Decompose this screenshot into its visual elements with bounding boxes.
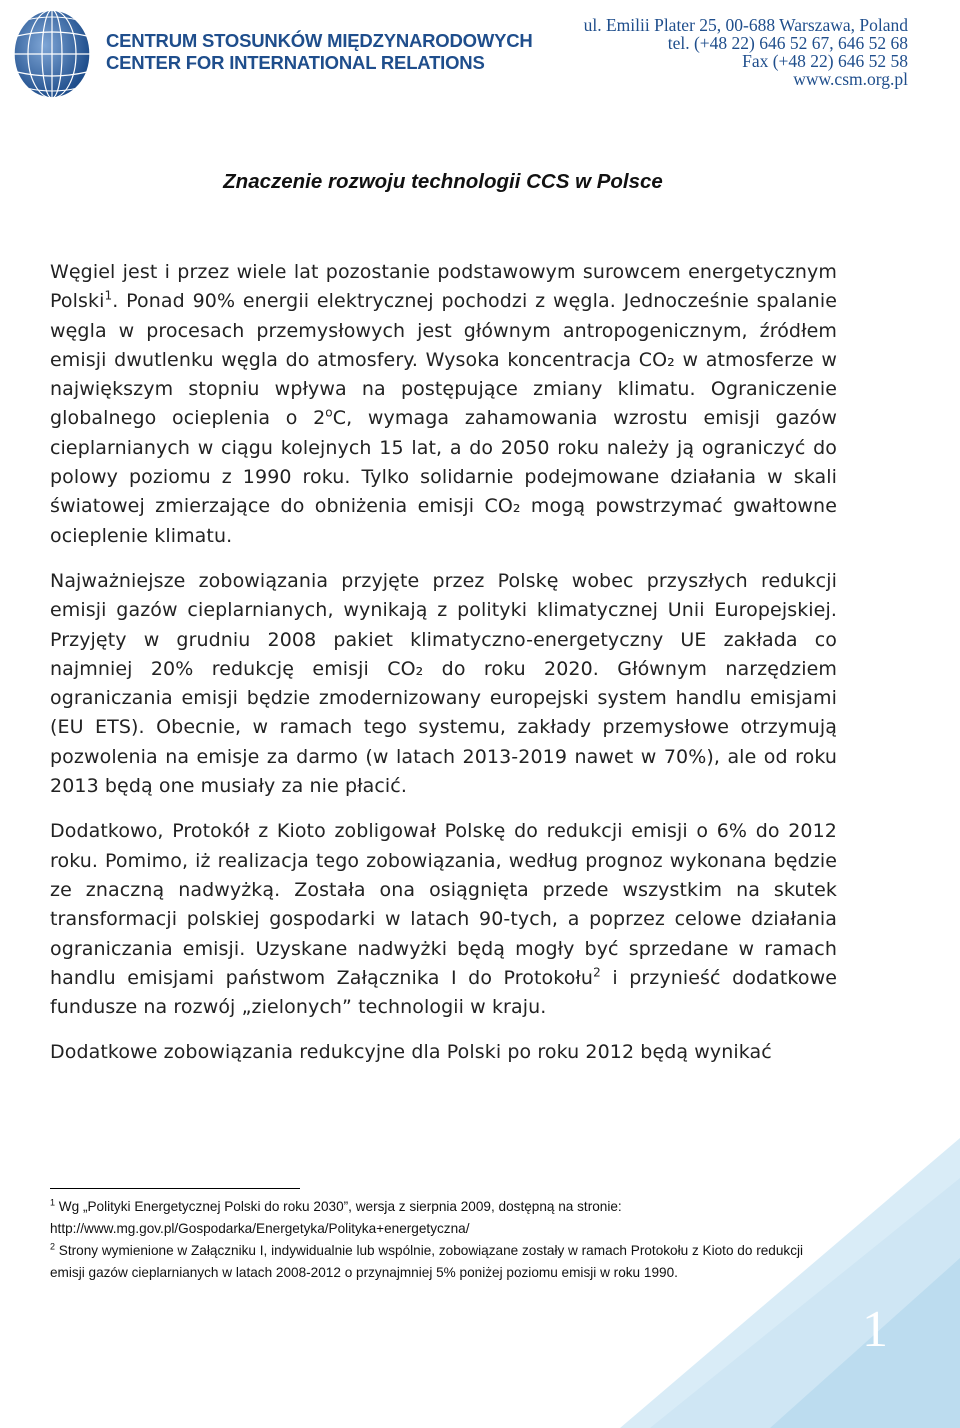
phone-line: tel. (+48 22) 646 52 67, 646 52 68 bbox=[667, 33, 908, 53]
paragraph-1-part-b: . Ponad 90% energii elektrycznej pochodzi z węgla. Jednocześnie spalanie węgla w procesach przemysłowych jest głównym antropogenicznym, źródłem emisji dwutlenku węgla do atmosfery. Wysoka koncentracja CO₂ w atmosferze w największym stopniu wpływa na postępujące zmiany klimatu. Ograniczenie globalnego ocieplenia o 2 bbox=[50, 290, 837, 430]
footnote-ref-1: 1 bbox=[104, 288, 113, 303]
footnote-number: 2 bbox=[50, 1241, 56, 1252]
footnote-ref-2: 2 bbox=[593, 965, 601, 980]
paragraph-2: Najważniejsze zobowiązania przyjęte przez Polskę wobec przyszłych redukcji emisji gazów cieplarnianych, wynikają z polityki klimatycznej Unii Europejskiej. Przyjęty w grudniu 2008 pakiet klimatyczno-energetyczny UE zakłada co najmniej 20% redukcję emisji CO₂ do roku 2020. Głównym narzędziem ograniczania emisji będzie zmodernizowany europejski system handlu emisjami (EU ETS). Obecnie, w ramach tego systemu, zakłady przemysłowe otrzymują pozwolenia na emisje za darmo (w latach 2013-2019 nawet w 70%), ale od roku 2013 będą one musiały za nie płacić. bbox=[50, 569, 837, 798]
footnote-text: Strony wymienione w Załączniku I, indywidualnie lub wspólnie, zobowiązane zostały w ramach Protokołu z Kioto do redukcji emisji gazów cieplarnianych w latach 2008-2012 o przynajmniej 5% poniżej poziomu emisji w roku 1990. bbox=[50, 1243, 804, 1280]
paragraph-3-part-a: Dodatkowo, Protokół z Kioto zobligował Polskę do redukcji emisji o 6% do 2012 roku. Pomimo, iż realizacja tego zobowiązania, według prognoz wykonana będzie ze znaczną nadwyżką. Została ona osiągnięta przede wszystkim na skutek transformacji polskiej gospodarki w latach 90-tych, a poprzez celowe działania ograniczania emisji. Uzyskane nadwyżki będą mogły być sprzedane w ramach handlu emisjami państwom Załącznika I do Protokołu bbox=[50, 820, 837, 989]
website-line: www.csm.org.pl bbox=[793, 69, 908, 89]
paragraph-3 bbox=[50, 817, 837, 1022]
paragraph-1-part-a: Węgiel jest i przez wiele lat pozostanie podstawowym surowcem energetycznym Polski bbox=[50, 261, 837, 313]
footnote-number: 1 bbox=[50, 1197, 56, 1208]
document-body bbox=[50, 258, 837, 1084]
paragraph-4: Dodatkowe zobowiązania redukcyjne dla Polski po roku 2012 będą wynikać bbox=[50, 1041, 772, 1064]
letterhead bbox=[0, 0, 960, 110]
organization-name-en: CENTER FOR INTERNATIONAL RELATIONS bbox=[106, 52, 485, 73]
paragraph-1-part-c: C, wymaga zahamowania wzrostu emisji gazów cieplarnianych w ciągu kolejnych 15 lat, a do 2050 roku należy ją ograniczyć do polowy poziomu z 1990 roku. Tylko solidarnie podejmowane działania w skali światowej zmierzające do obniżenia emisji CO₂ mogą powstrzymać gwałtowne ocieplenie klimatu. bbox=[50, 407, 837, 547]
corner-decoration bbox=[620, 1138, 960, 1428]
globe-logo-icon bbox=[6, 4, 98, 104]
document-title: Znaczenie rozwoju technologii CCS w Polsce bbox=[223, 170, 663, 193]
footnote-text: Wg „Polityki Energetycznej Polski do roku 2030”, wersja z sierpnia 2009, dostępną na stronie: http://www.mg.gov.pl/Gospodarka/Energetyka/Polityka+energetyczna/ bbox=[50, 1199, 622, 1236]
degree-mark: o bbox=[325, 406, 333, 421]
address-line: ul. Emilii Plater 25, 00-688 Warszawa, Poland bbox=[583, 15, 908, 35]
organization-name-pl: CENTRUM STOSUNKÓW MIĘDZYNARODOWYCH bbox=[106, 30, 533, 51]
organization-name bbox=[106, 30, 533, 74]
footnote-separator bbox=[50, 1188, 300, 1189]
fax-line: Fax (+48 22) 646 52 58 bbox=[742, 51, 908, 71]
contact-block bbox=[584, 16, 908, 88]
paragraph-1 bbox=[50, 258, 837, 551]
paragraph-3-part-b: i przynieść dodatkowe fundusze na rozwój „zielonych” technologii w kraju. bbox=[50, 966, 837, 1019]
page-number: 1 bbox=[862, 1301, 888, 1358]
